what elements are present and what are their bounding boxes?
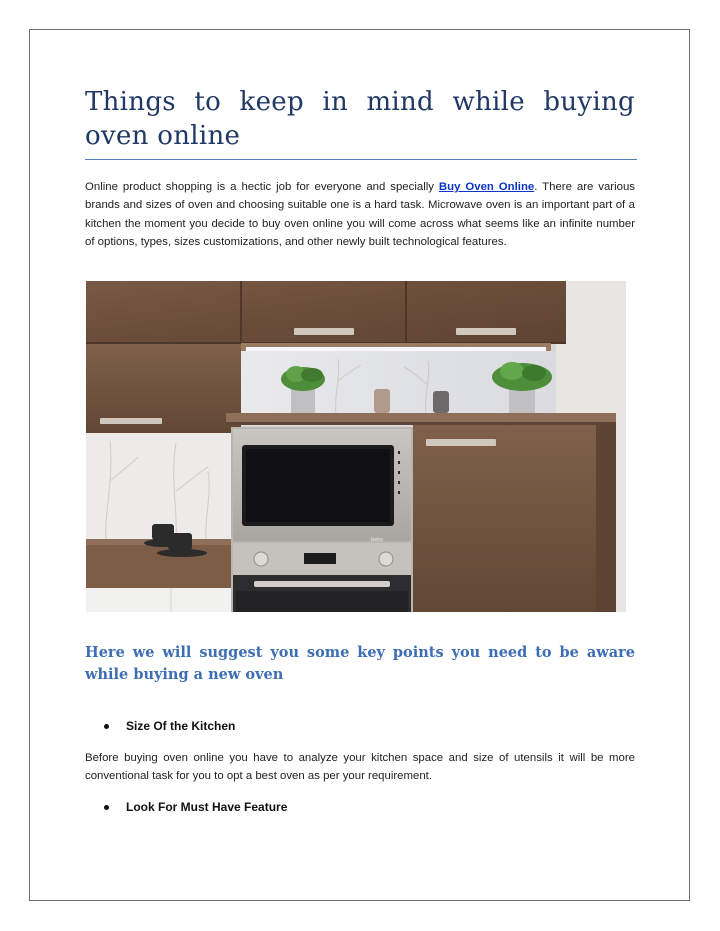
document-body [85,85,635,263]
bullet-icon [104,724,109,729]
bullet-label: Size Of the Kitchen [126,719,236,733]
page-title: Things to keep in mind while buying oven online [85,87,635,151]
intro-text-before: Online product shopping is a hectic job for everyone and specially [85,181,439,193]
key-points-heading: Here we will suggest you some key points you need to be aware while buying a new oven [85,644,635,683]
bullet-item-kitchen-size [104,719,235,733]
intro-text-after: . There are various brands and sizes of oven and choosing suitable one is a hard task. Microwave oven is an important part of a kitchen the moment you decide to buy oven online you will come across what seems like an infinite number of options, types, sizes customizations, and other newly built technological features. [85,181,635,249]
buy-oven-online-link[interactable]: Buy Oven Online [438,181,535,193]
svg-text:beko: beko [371,537,384,543]
bullet-label: Look For Must Have Feature [126,800,288,814]
bullet-item-must-have-feature [104,800,287,814]
title-underline [85,159,637,160]
bullet-icon [104,805,109,810]
intro-paragraph [85,178,635,252]
kitchen-size-paragraph: Before buying oven online you have to analyze your kitchen space and size of utensils it will be more conventional task for you to opt a best oven as per your requirement. [85,752,635,783]
kitchen-photo [86,281,626,612]
